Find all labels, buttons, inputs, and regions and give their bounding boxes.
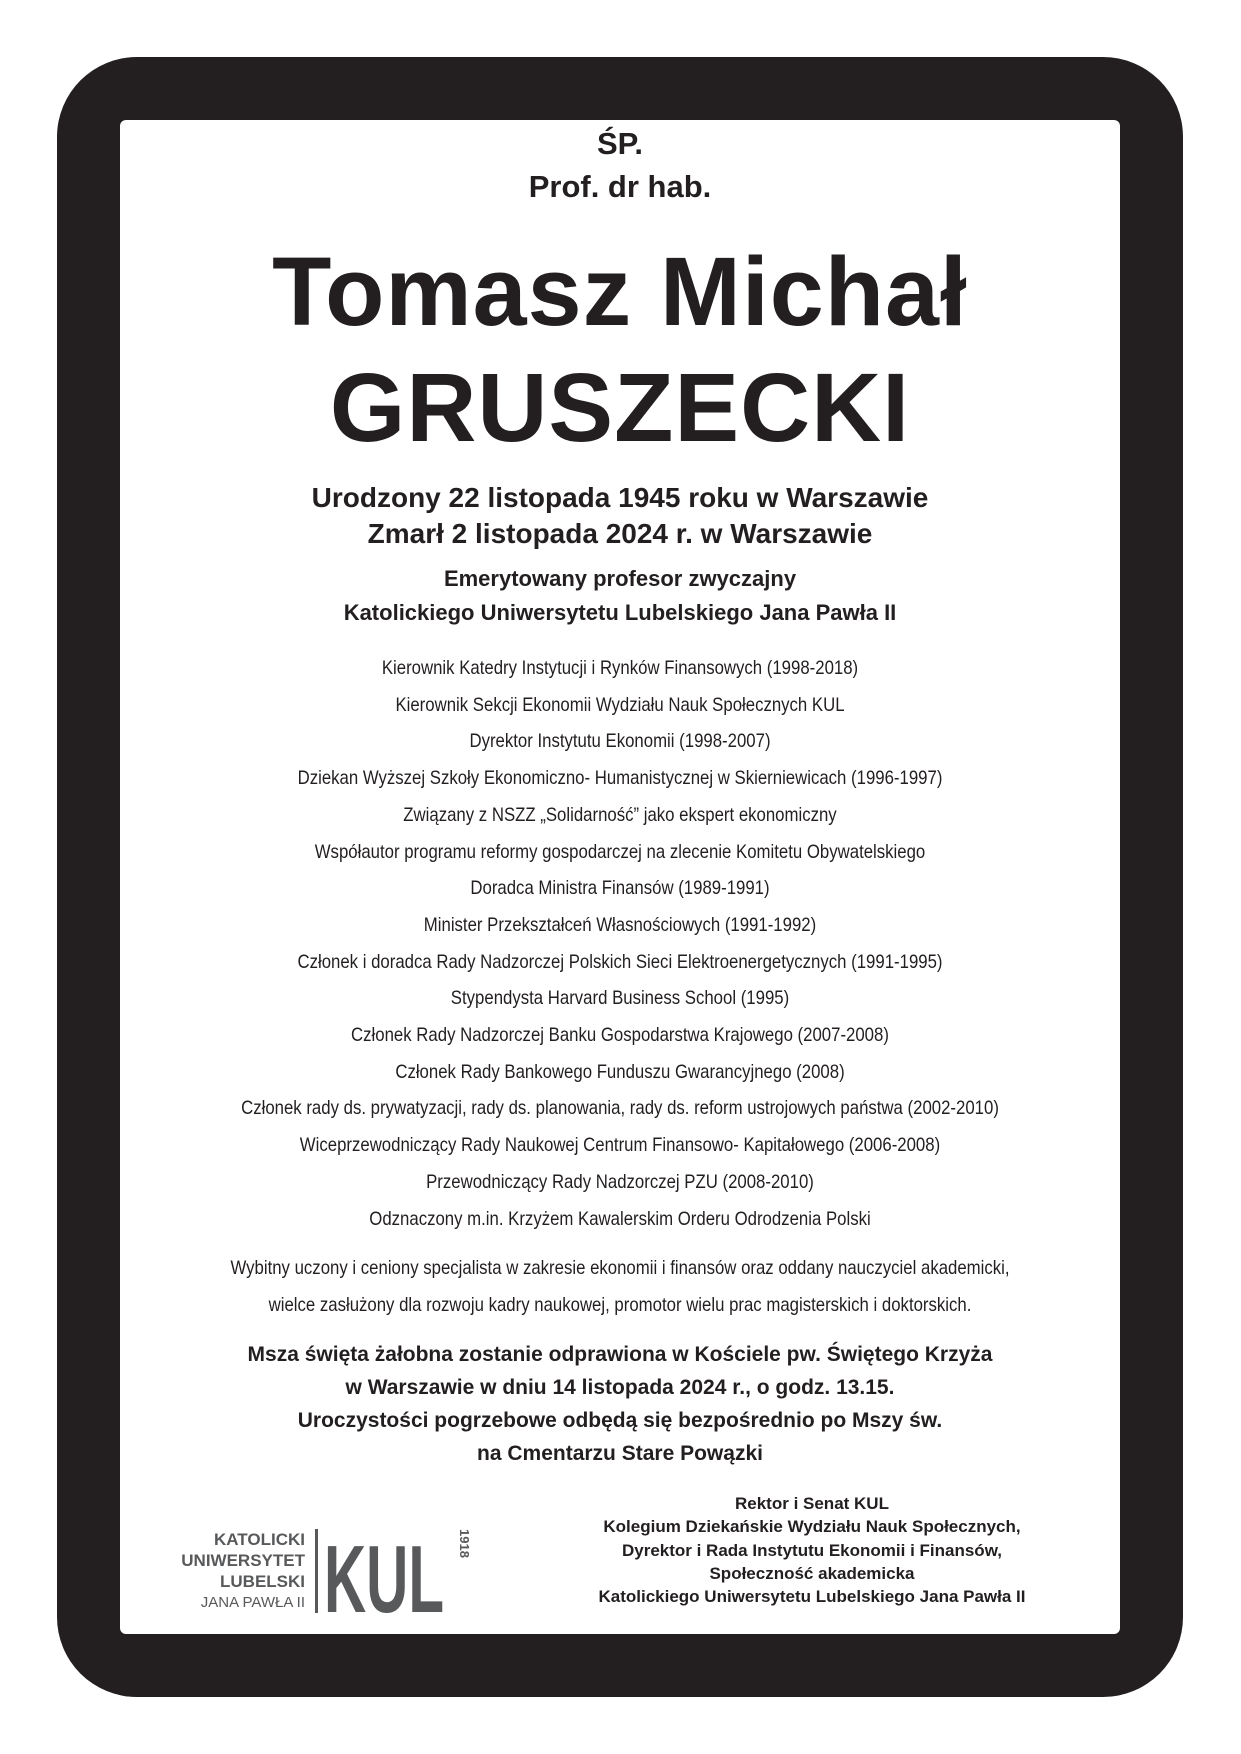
first-names: Tomasz Michał [272,237,968,346]
role-item: Członek Rady Nadzorczej Banku Gospodarstwa Krajowego (2007-2008) [351,1024,889,1047]
funeral-line-2: w Warszawie w dniu 14 listopada 2024 r., o godz. 13.15. [345,1376,895,1399]
role-item: Członek Rady Bankowego Funduszu Gwarancyjnego (2008) [395,1060,845,1083]
logo-year: 1918 [457,1529,472,1558]
role-item: Współautor programu reformy gospodarczej na zlecenie Komitetu Obywatelskiego [314,840,926,863]
roles-list [190,650,1050,1237]
signer-line: Rektor i Senat KUL [735,1494,889,1513]
obituary-card [120,120,1120,1634]
kul-logo [172,1515,472,1635]
funeral-line-4: na Cmentarzu Stare Powązki [477,1442,763,1465]
position-line-1: Emerytowany profesor zwyczajny [443,566,797,591]
role-item: Dyrektor Instytutu Ekonomii (1998-2007) [469,730,771,753]
role-item: Przewodniczący Rady Nadzorczej PZU (2008-2010) [426,1170,814,1193]
role-item: Związany z NSZZ „Solidarność” jako ekspert ekonomiczny [403,803,837,826]
logo-line-4: JANA PAWŁA II [200,1594,305,1611]
role-item: Minister Przekształceń Własnościowych (1991-1992) [423,913,817,936]
role-item: Doradca Ministra Finansów (1989-1991) [470,877,770,900]
role-item: Odznaczony m.in. Krzyżem Kawalerskim Orderu Odrodzenia Polski [369,1207,871,1230]
funeral-info [120,1338,1120,1470]
funeral-line-1: Msza święta żałobna zostanie odprawiona w Kościele pw. Świętego Krzyża [247,1343,993,1366]
funeral-line-3: Uroczystości pogrzebowe odbędą się bezpośrednio po Mszy św. [297,1409,943,1432]
description-line-1: Wybitny uczony i ceniony specjalista w zakresie ekonomii i finansów oraz oddany nauczyciel akademicki, [230,1257,1010,1279]
role-item: Dziekan Wyższej Szkoły Ekonomiczno- Humanistycznej w Skierniewicach (1996-1997) [297,767,943,790]
life-dates [120,480,1120,552]
signer-line: Dyrektor i Rada Instytutu Ekonomii i Finansów, [621,1540,1003,1560]
description-block [190,1250,1050,1323]
logo-mark: KUL [324,1526,444,1633]
role-item: Stypendysta Harvard Business School (1995) [450,987,790,1010]
signer-line: Kolegium Dziekańskie Wydziału Nauk Społecznych, [603,1517,1021,1537]
academic-title: Prof. dr hab. [528,169,712,204]
logo-line-1: KATOLICKI [214,1530,305,1549]
logo-divider [315,1529,318,1613]
logo-line-3: LUBELSKI [220,1572,305,1591]
death-line: Zmarł 2 listopada 2024 r. w Warszawie [367,518,873,549]
sp-abbreviation: ŚP. [597,126,643,161]
role-item: Wiceprzewodniczący Rady Naukowej Centrum Finansowo- Kapitałowego (2006-2008) [299,1134,941,1157]
position-line-2: Katolickiego Uniwersytetu Lubelskiego Jana Pawła II [343,600,897,625]
birth-line: Urodzony 22 listopada 1945 roku w Warszawie [311,482,929,513]
signers-block [532,1492,1092,1608]
surname: GRUSZECKI [329,353,911,462]
role-item: Członek rady ds. prywatyzacji, rady ds. planowania, rady ds. reform ustrojowych państwa (2002-2010) [241,1097,999,1120]
role-item: Kierownik Katedry Instytucji i Rynków Finansowych (1998-2018) [381,657,859,679]
description-line-2: wielce zasłużony dla rozwoju kadry naukowej, promotor wielu prac magisterskich i doktorskich. [268,1293,972,1316]
logo-line-2: UNIWERSYTET [181,1551,305,1570]
position-block [120,562,1120,630]
role-item: Kierownik Sekcji Ekonomii Wydziału Nauk Społecznych KUL [395,693,845,716]
signer-line: Społeczność akademicka [709,1563,915,1583]
signer-line: Katolickiego Uniwersytetu Lubelskiego Jana Pawła II [598,1587,1026,1607]
role-item: Członek i doradca Rady Nadzorczej Polskich Sieci Elektroenergetycznych (1991-1995) [297,950,943,973]
